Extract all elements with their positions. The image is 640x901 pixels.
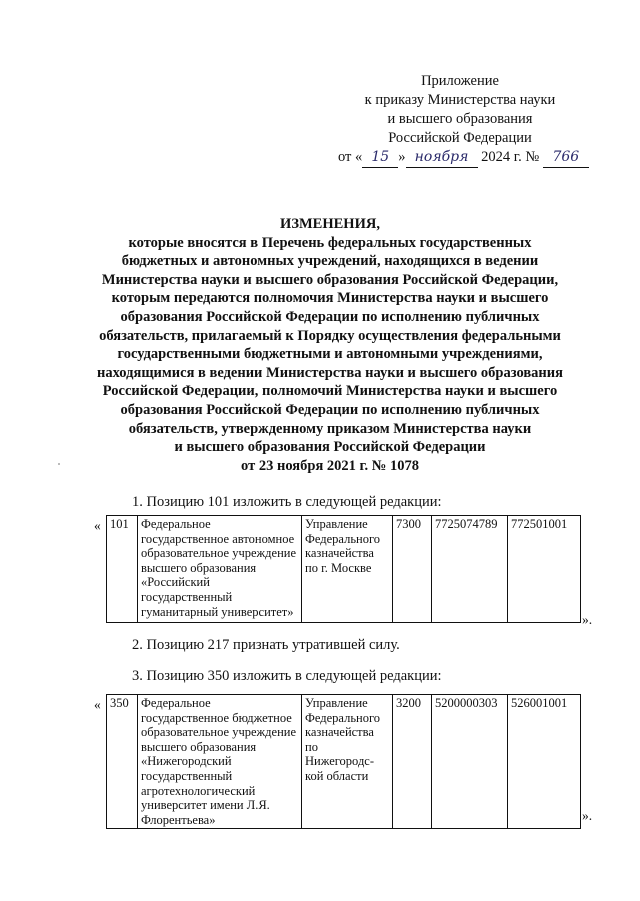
- heading-line: ИЗМЕНЕНИЯ,: [280, 216, 380, 232]
- order-prefix: от «: [338, 149, 363, 165]
- quote-open-101: «: [94, 518, 101, 533]
- item-3: 3. Позицию 350 изложить в следующей редакции:: [132, 668, 442, 684]
- heading-line: которые вносятся в Перечень федеральных государственных: [128, 234, 532, 251]
- order-number-handwritten: 766: [543, 148, 589, 168]
- cell-code: 7300: [393, 516, 432, 623]
- order-year-text: 2024 г. №: [481, 149, 540, 165]
- cell-institution-name: Федеральное государственное бюджетное образовательное учреждение высшего образования «Нижегородский государственный агротехнологический университет имени Л.Я. Флорентьева»: [138, 695, 302, 829]
- heading-line: и высшего образования Российской Федерации: [174, 439, 486, 456]
- position-350-table: [106, 694, 581, 829]
- heading-line: Российской Федерации, полномочий Министерства науки и высшего: [102, 383, 558, 400]
- order-day-handwritten: 15: [362, 148, 398, 168]
- cell-kpp: 526001001: [508, 695, 581, 829]
- cell-code: 3200: [393, 695, 432, 829]
- item-1: 1. Позицию 101 изложить в следующей редакции:: [132, 494, 442, 510]
- heading-line: обязательств, прилагаемый к Порядку осуществления федеральными: [99, 327, 561, 344]
- order-date-line: [338, 148, 589, 168]
- heading-line: образования Российской Федерации по исполнению публичных: [120, 401, 540, 418]
- document-heading: [70, 215, 590, 475]
- appendix-title: Приложение: [421, 73, 499, 89]
- heading-line: от 23 ноября 2021 г. № 1078: [241, 457, 419, 474]
- appendix-line-2: и высшего образования: [387, 111, 533, 127]
- appendix-block: [330, 72, 590, 148]
- appendix-line-3: Российской Федерации: [388, 130, 532, 146]
- heading-line: находящимися в ведении Министерства науки и высшего образования: [97, 364, 563, 381]
- quote-close-350: ».: [582, 808, 593, 823]
- cell-treasury: Управление Федерального казначейства по г. Москве: [302, 516, 393, 623]
- cell-inn: 7725074789: [432, 516, 508, 623]
- quote-open-350: «: [94, 697, 101, 712]
- order-month-handwritten: ноября: [406, 148, 478, 168]
- cell-kpp: 772501001: [508, 516, 581, 623]
- cell-number: 101: [107, 516, 138, 623]
- table-row: [107, 695, 581, 829]
- table-row: [107, 516, 581, 623]
- heading-line: государственными бюджетными и автономными учреждениями,: [117, 346, 543, 363]
- cell-institution-name: Федеральное государственное автономное образовательное учреждение высшего образования «Российский государственный гуманитарный университет»: [138, 516, 302, 623]
- quote-close-101: ».: [582, 612, 593, 627]
- position-101-table: [106, 515, 581, 623]
- item-2: 2. Позицию 217 признать утратившей силу.: [132, 637, 400, 653]
- cell-number: 350: [107, 695, 138, 829]
- heading-line: обязательств, утвержденному приказом Министерства науки: [128, 420, 532, 437]
- cell-treasury: Управление Федерального казначейства по Нижегородс-кой области: [302, 695, 393, 829]
- heading-line: бюджетных и автономных учреждений, находящихся в ведении: [121, 253, 539, 270]
- appendix-line-1: к приказу Министерства науки: [364, 92, 556, 108]
- cell-inn: 5200000303: [432, 695, 508, 829]
- heading-line: Министерства науки и высшего образования Российской Федерации,: [101, 271, 559, 288]
- scan-margin-mark: [58, 463, 60, 465]
- order-mid-quote: »: [398, 149, 406, 165]
- heading-line: которым передаются полномочия Министерства науки и высшего: [111, 290, 549, 307]
- heading-line: образования Российской Федерации по исполнению публичных: [120, 308, 540, 325]
